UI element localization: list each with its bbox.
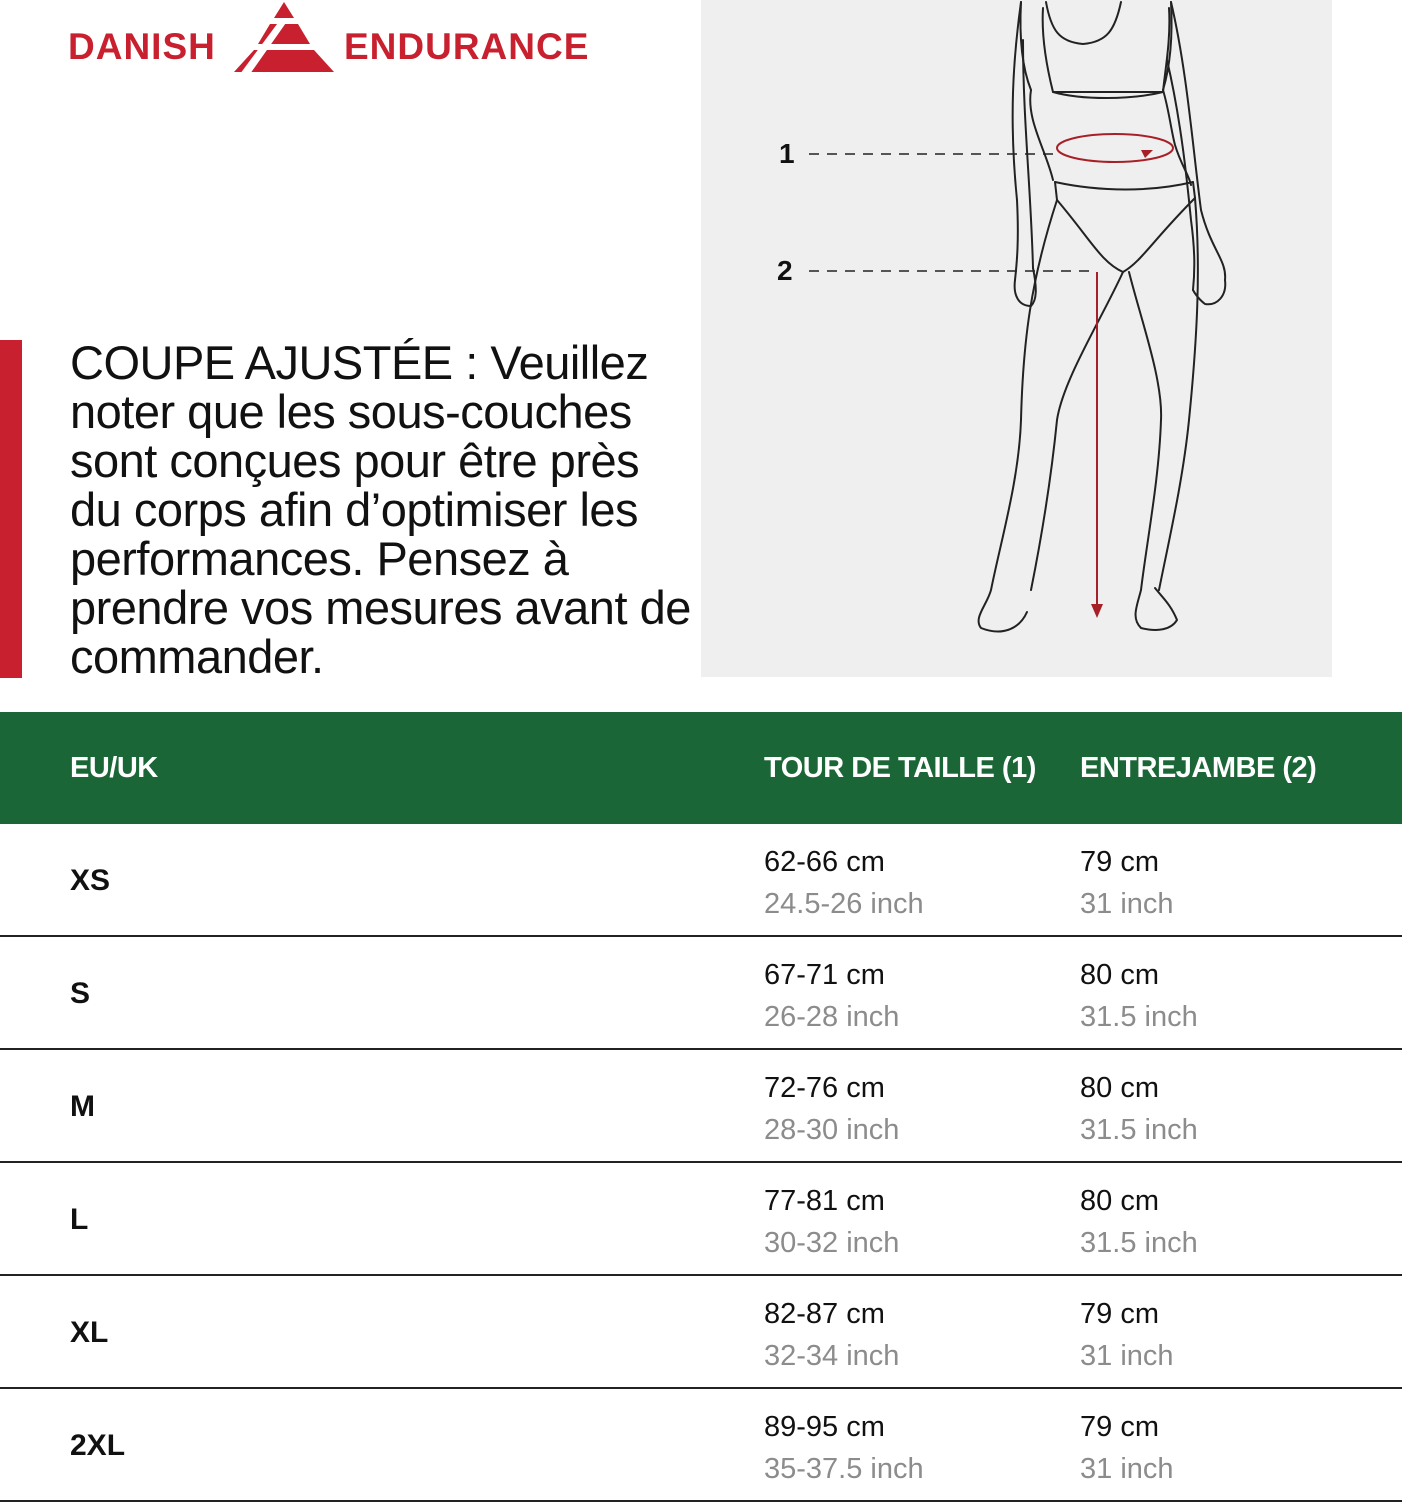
inseam-cm: 80 cm bbox=[1080, 1072, 1159, 1104]
waist-inch: 26-28 inch bbox=[764, 1001, 900, 1033]
table-row bbox=[0, 824, 1402, 937]
table-row bbox=[0, 1389, 1402, 1502]
inseam-inch: 31.5 inch bbox=[1080, 1227, 1198, 1259]
waist-cell bbox=[764, 955, 899, 1039]
table-row bbox=[0, 937, 1402, 1050]
inseam-cm: 79 cm bbox=[1080, 1411, 1159, 1443]
inseam-inch: 31 inch bbox=[1080, 888, 1174, 920]
waist-marker-label: 1 bbox=[779, 138, 795, 169]
inseam-inch: 31.5 inch bbox=[1080, 1001, 1198, 1033]
inseam-cell bbox=[1080, 842, 1174, 926]
waist-inch: 30-32 inch bbox=[764, 1227, 900, 1259]
waist-cm: 62-66 cm bbox=[764, 846, 885, 878]
waist-cell bbox=[764, 1294, 899, 1378]
inseam-inch: 31 inch bbox=[1080, 1453, 1174, 1485]
measurement-figure-panel bbox=[701, 0, 1332, 677]
size-label: S bbox=[70, 977, 91, 1010]
waist-inch: 28-30 inch bbox=[764, 1114, 900, 1146]
brand-mark-icon bbox=[230, 0, 338, 76]
size-chart-table bbox=[0, 712, 1402, 1502]
inseam-cell bbox=[1080, 1181, 1198, 1265]
inseam-cm: 79 cm bbox=[1080, 846, 1159, 878]
inseam-inch: 31.5 inch bbox=[1080, 1114, 1198, 1146]
inseam-cell bbox=[1080, 1294, 1174, 1378]
waist-cell bbox=[764, 1068, 899, 1152]
inseam-cell bbox=[1080, 955, 1198, 1039]
waist-inch: 32-34 inch bbox=[764, 1340, 900, 1372]
waist-cell bbox=[764, 1407, 924, 1491]
table-row bbox=[0, 1163, 1402, 1276]
waist-inch: 35-37.5 inch bbox=[764, 1453, 924, 1485]
brand-logo bbox=[68, 0, 628, 76]
waist-inch: 24.5-26 inch bbox=[764, 888, 924, 920]
inseam-marker-label: 2 bbox=[777, 255, 793, 286]
waist-cm: 72-76 cm bbox=[764, 1072, 885, 1104]
inseam-cm: 79 cm bbox=[1080, 1298, 1159, 1330]
fit-notice-text: COUPE AJUSTÉE : Veuillez noter que les sous-couches sont conçues pour être près du corps afin d’optimiser les performances. Pensez à prendre vos mesures avant de commander. bbox=[70, 336, 691, 683]
inseam-cell bbox=[1080, 1407, 1174, 1491]
waist-cm: 67-71 cm bbox=[764, 959, 885, 991]
inseam-cm: 80 cm bbox=[1080, 959, 1159, 991]
table-row bbox=[0, 1276, 1402, 1389]
table-header bbox=[0, 712, 1402, 824]
table-row bbox=[0, 1050, 1402, 1163]
size-label: 2XL bbox=[70, 1429, 126, 1462]
waist-cm: 82-87 cm bbox=[764, 1298, 885, 1330]
accent-bar bbox=[0, 340, 22, 678]
header-waist: TOUR DE TAILLE (1) bbox=[764, 752, 1036, 784]
inseam-cm: 80 cm bbox=[1080, 1185, 1159, 1217]
inseam-cell bbox=[1080, 1068, 1198, 1152]
size-label: L bbox=[70, 1203, 89, 1236]
size-label: XS bbox=[70, 864, 111, 897]
brand-name-right: ENDURANCE bbox=[344, 26, 590, 67]
size-label: M bbox=[70, 1090, 95, 1123]
waist-cell bbox=[764, 1181, 899, 1265]
inseam-inch: 31 inch bbox=[1080, 1340, 1174, 1372]
header-size: EU/UK bbox=[70, 752, 158, 784]
waist-cell bbox=[764, 842, 924, 926]
header-inseam: ENTREJAMBE (2) bbox=[1080, 752, 1317, 784]
size-label: XL bbox=[70, 1316, 109, 1349]
brand-name-left: DANISH bbox=[68, 26, 216, 67]
waist-cm: 89-95 cm bbox=[764, 1411, 885, 1443]
body-outline-icon bbox=[701, 0, 1332, 677]
waist-cm: 77-81 cm bbox=[764, 1185, 885, 1217]
